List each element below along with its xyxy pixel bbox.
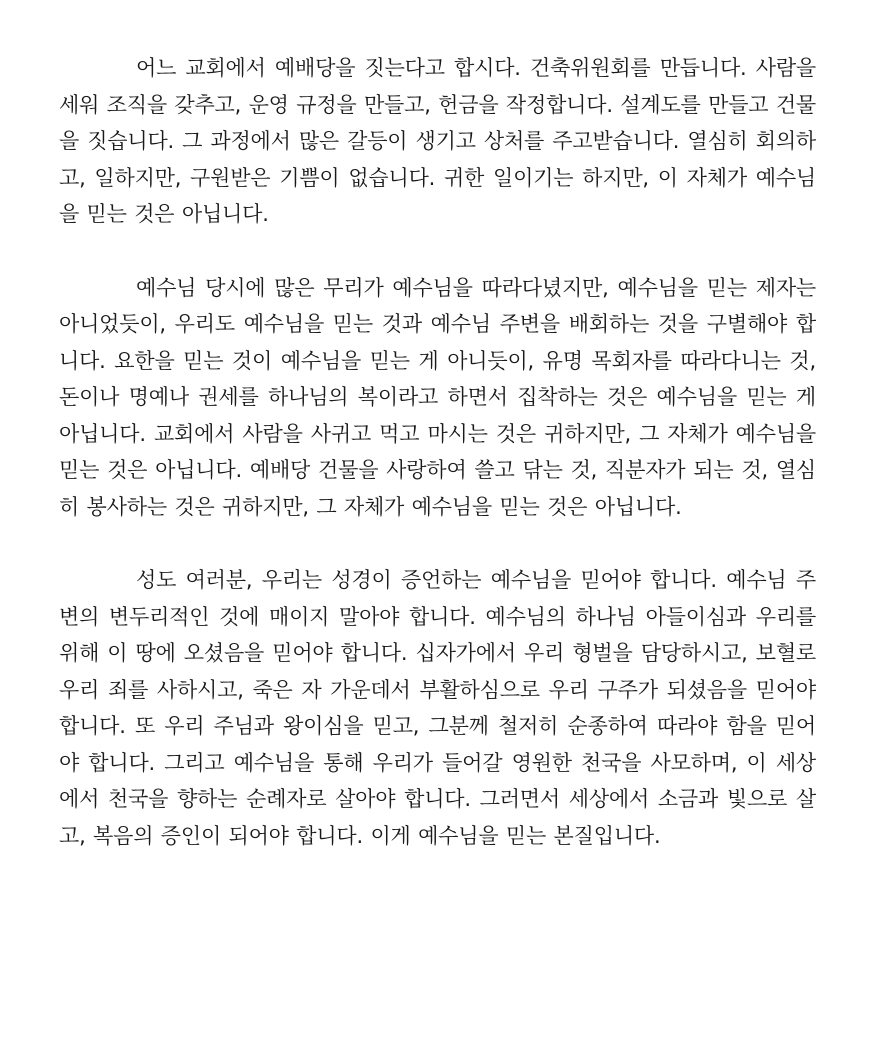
paragraph-1: 어느 교회에서 예배당을 짓는다고 합시다. 건축위원회를 만듭니다. 사람을 세워 조직을 갖추고, 운영 규정을 만들고, 헌금을 작정합니다. 설계도를 만들고 건물을 짓습니다. 그 과정에서 많은 갈등이 생기고 상처를 주고받습니다. 열심히 회의하고, 일하지만, 구원받은 기쁨이 없습니다. 귀한 일이기는 하지만, 이 자체가 예수님을 믿는 것은 아닙니다. [59,56,817,226]
paragraph-3: 성도 여러분, 우리는 성경이 증언하는 예수님을 믿어야 합니다. 예수님 주변의 변두리적인 것에 매이지 말아야 합니다. 예수님의 하나님 아들이심과 우리를 위해 이 땅에 오셨음을 믿어야 합니다. 십자가에서 우리 형벌을 담당하시고, 보혈로 우리 죄를 사하시고, 죽은 자 가운데서 부활하심으로 우리 구주가 되셨음을 믿어야 합니다. 또 우리 주님과 왕이심을 믿고, 그분께 철저히 순종하여 따라야 함을 믿어야 합니다. 그리고 예수님을 통해 우리가 들어갈 영원한 천국을 사모하며, 이 세상에서 천국을 향하는 순례자로 살아야 합니다. 그러면서 세상에서 소금과 빛으로 살고, 복음의 증인이 되어야 합니다. 이게 예수님을 믿는 본질입니다. [59,568,816,848]
document-page [59,50,816,854]
paragraph-2: 예수님 당시에 많은 무리가 예수님을 따라다녔지만, 예수님을 믿는 제자는 아니었듯이, 우리도 예수님을 믿는 것과 예수님 주변을 배회하는 것을 구별해야 합니다. 요한을 믿는 것이 예수님을 믿는 게 아니듯이, 유명 목회자를 따라다니는 것, 돈이나 명예나 권세를 하나님의 복이라고 하면서 집착하는 것은 예수님을 믿는 게 아닙니다. 교회에서 사람을 사귀고 먹고 마시는 것은 귀하지만, 그 자체가 예수님을 믿는 것은 아닙니다. 예배당 건물을 사랑하여 쓸고 닦는 것, 직분자가 되는 것, 열심히 봉사하는 것은 귀하지만, 그 자체가 예수님을 믿는 것은 아닙니다. [59,275,816,519]
